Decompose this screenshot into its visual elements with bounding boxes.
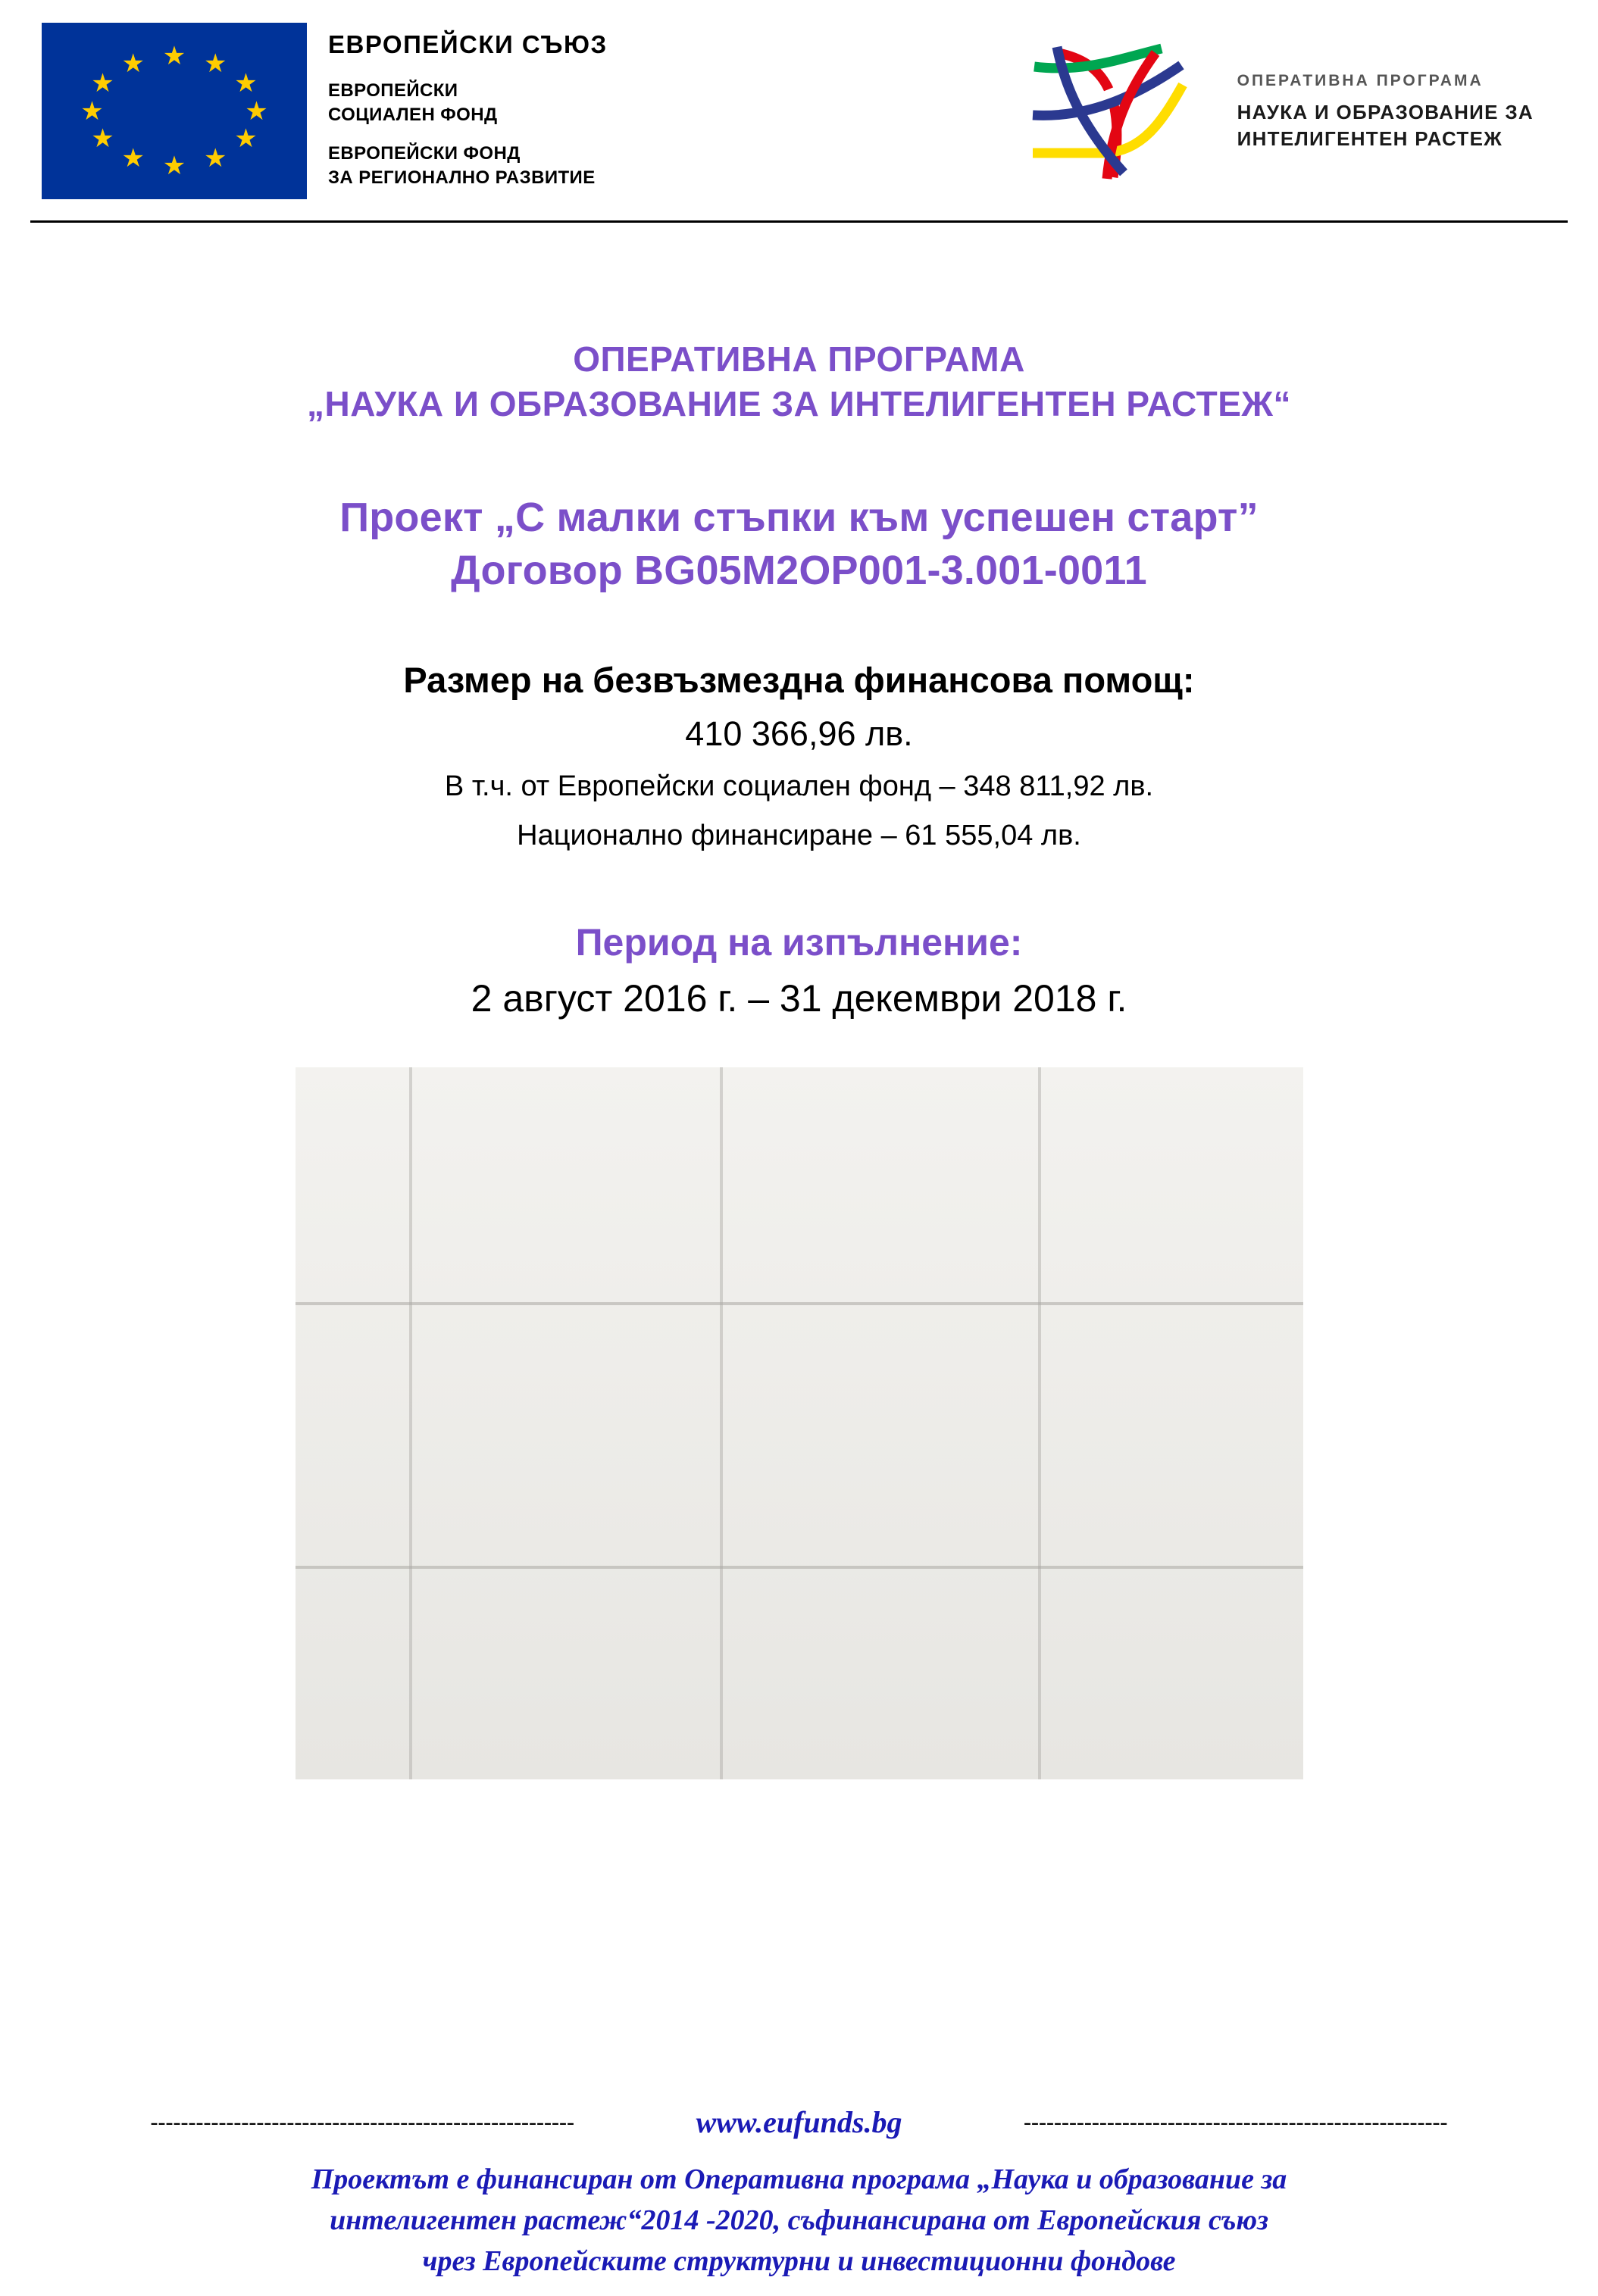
eu-fund-erdf [328, 142, 608, 189]
footer-url-line [0, 2104, 1598, 2140]
eu-title: ЕВРОПЕЙСКИ СЪЮЗ [328, 30, 608, 58]
op-logo-main-label-line1: НАУКА И ОБРАЗОВАНИЕ ЗА [1237, 100, 1534, 123]
program-heading-line1: ОПЕРАТИВНА ПРОГРАМА [573, 339, 1025, 379]
eu-emblem-block [42, 23, 608, 205]
footer-disclaimer-line1: Проектът е финансиран от Оперативна програма „Наука и образование за [311, 2163, 1287, 2196]
program-heading-line2: „НАУКА И ОБРАЗОВАНИЕ ЗА ИНТЕЛИГЕНТЕН РАСТЕЖ“ [307, 383, 1291, 423]
document-footer [0, 2104, 1598, 2282]
period-label: Период на изпълнение: [575, 921, 1023, 964]
op-program-logo-icon [1013, 39, 1218, 183]
op-logo-main-label-line2: ИНТЕЛИГЕНТЕН РАСТЕЖ [1237, 127, 1503, 150]
photo-floor-background [296, 1067, 1303, 1779]
eu-fund-erdf-line2: ЗА РЕГИОНАЛНО РАЗВИТИЕ [328, 167, 596, 189]
op-logo-text [1237, 70, 1534, 152]
op-logo-block [1013, 23, 1556, 183]
footer-disclaimer-line3: чрез Европейските структурни и инвестиционни фондове [422, 2245, 1176, 2278]
photo-tile-line [720, 1067, 723, 1779]
grant-national-amount: Национално финансиране – 61 555,04 лв. [517, 820, 1081, 852]
eu-fund-esf [328, 79, 608, 127]
footer-disclaimer [0, 2160, 1598, 2282]
project-title [68, 491, 1530, 597]
project-contract-number: Договор BG05M2OP001-3.001-0011 [451, 547, 1147, 593]
project-title-name: Проект „С малки стъпки към успешен старт” [339, 494, 1259, 540]
document-body [0, 337, 1598, 1779]
eu-fund-erdf-line1: ЕВРОПЕЙСКИ ФОНД [328, 143, 521, 164]
eu-flag-icon: ★ ★ ★ ★ ★ ★ ★ ★ ★ ★ ★ ★ [42, 23, 307, 199]
op-logo-small-label: ОПЕРАТИВНА ПРОГРАМА [1237, 72, 1484, 90]
grant-esf-amount: В т.ч. от Европейски социален фонд – 348 811,92 лв. [444, 770, 1154, 803]
header-divider [30, 220, 1568, 223]
grant-total-amount: 410 366,96 лв. [685, 714, 913, 754]
footer-disclaimer-line2: интелигентен растеж“2014 -2020, съфинансирана от Европейския съюз [330, 2204, 1268, 2237]
program-heading [68, 337, 1530, 426]
eu-text-block [328, 23, 608, 205]
document-header [0, 0, 1598, 227]
eu-fund-esf-line1: ЕВРОПЕЙСКИ [328, 80, 458, 101]
period-value: 2 август 2016 г. – 31 декември 2018 г. [471, 977, 1127, 1020]
eufunds-link[interactable]: www.eufunds.bg [696, 2105, 902, 2140]
eu-fund-esf-line2: СОЦИАЛЕН ФОНД [328, 104, 498, 125]
header-logos-row [42, 23, 1556, 205]
photo-tile-line [1038, 1067, 1041, 1779]
grant-label: Размер на безвъзмездна финансова помощ: [403, 660, 1195, 701]
photo-tile-line [409, 1067, 412, 1779]
children-photo [296, 1067, 1303, 1779]
footer-dashes-right: -------------------------------------------------------- [1024, 2109, 1448, 2135]
footer-dashes-left: -------------------------------------------------------- [150, 2109, 574, 2135]
